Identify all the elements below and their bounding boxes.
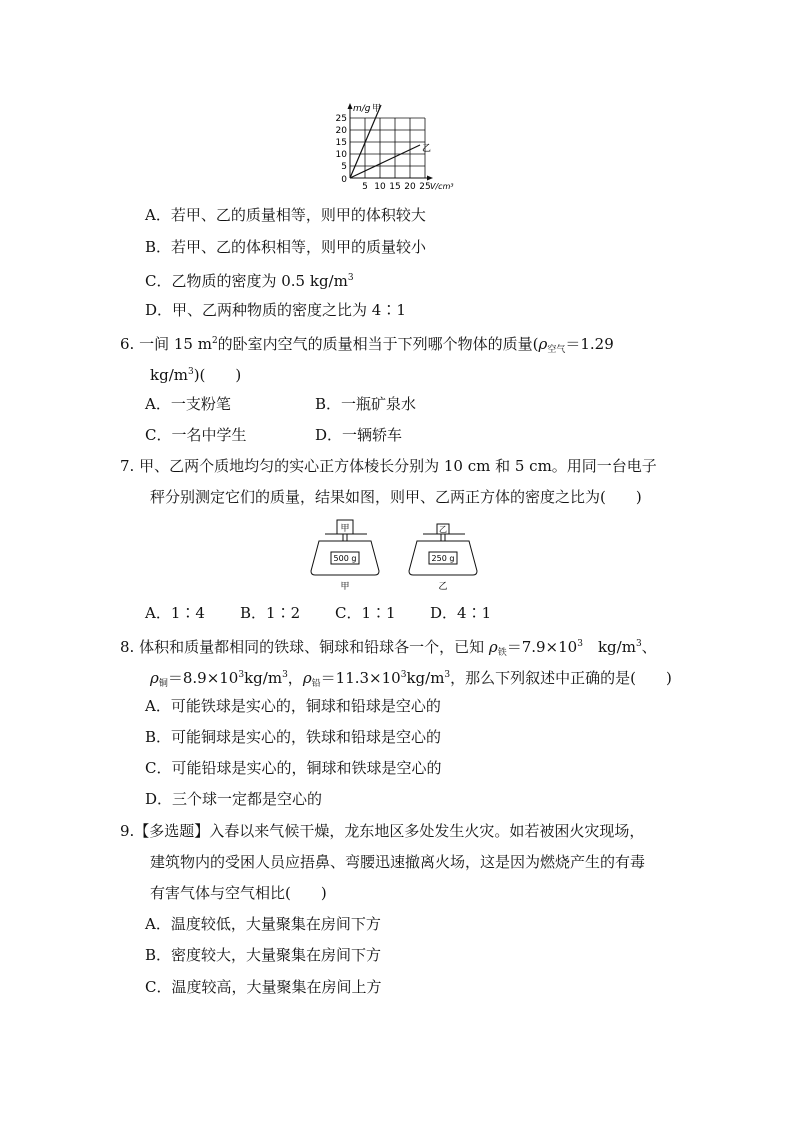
line-jia bbox=[350, 105, 381, 178]
svg-text:乙: 乙 bbox=[438, 582, 448, 592]
y-axis-label: m/g bbox=[353, 104, 371, 114]
reading-yi: 250 g bbox=[431, 554, 455, 563]
line-jia-label: 甲 bbox=[372, 104, 382, 114]
q5-option-b: B．若甲、乙的体积相等，则甲的质量较小 bbox=[145, 238, 427, 256]
q7-option-a: A．1∶4 bbox=[145, 604, 205, 622]
svg-text:10: 10 bbox=[374, 182, 386, 192]
q5-option-d: D．甲、乙两种物质的密度之比为 4∶1 bbox=[145, 301, 406, 319]
q6-stem-line1: 6. 一间 15 $m^2$的卧室内空气的质量相当于下列哪个物体的质量($\rho_{空气}=1.29$ bbox=[120, 335, 614, 355]
q7-option-c: C．1∶1 bbox=[335, 604, 396, 622]
svg-text:25: 25 bbox=[335, 114, 347, 124]
q8-option-b: B．可能铜球是实心的，铁球和铅球是空心的 bbox=[145, 728, 442, 746]
q7-option-d: D．4∶1 bbox=[430, 604, 492, 622]
q9-option-c: C．温度较高，大量聚集在房间上方 bbox=[145, 978, 382, 996]
svg-text:15: 15 bbox=[335, 138, 347, 148]
svg-text:0: 0 bbox=[341, 175, 347, 185]
q8-option-a: A．可能铁球是实心的，铜球和铅球是空心的 bbox=[145, 697, 441, 715]
q6-option-d: D．一辆轿车 bbox=[315, 426, 403, 444]
electronic-scales-figure bbox=[305, 515, 500, 593]
q5-option-c: C．乙物质的密度为 0.5 $kg/m^3$ bbox=[145, 272, 354, 290]
svg-text:5: 5 bbox=[362, 182, 368, 192]
svg-text:10: 10 bbox=[335, 150, 347, 160]
svg-text:甲: 甲 bbox=[340, 524, 350, 534]
q9-option-a: A．温度较低，大量聚集在房间下方 bbox=[145, 915, 381, 933]
line-yi-label: 乙 bbox=[422, 144, 432, 154]
svg-text:5: 5 bbox=[341, 162, 347, 172]
svg-text:20: 20 bbox=[404, 182, 416, 192]
q7-stem-line1: 7. 甲、乙两个质地均匀的实心正方体棱长分别为 10 cm 和 5 cm。用同一台电子 bbox=[120, 457, 657, 475]
q6-option-b: B．一瓶矿泉水 bbox=[315, 395, 417, 413]
svg-text:甲: 甲 bbox=[340, 582, 350, 592]
q8-stem-line1: 8. 体积和质量都相同的铁球、铜球和铅球各一个，已知 $\rho_铁=7.9\times 10^3$ $kg/m^3$、 bbox=[120, 638, 657, 658]
line-yi bbox=[350, 145, 420, 178]
q6-option-a: A．一支粉笔 bbox=[145, 395, 231, 413]
q7-stem-line2: 秤分别测定它们的质量，结果如图，则甲、乙两正方体的密度之比为( ) bbox=[150, 488, 642, 506]
q8-option-d: D．三个球一定都是空心的 bbox=[145, 790, 323, 808]
svg-text:25: 25 bbox=[419, 182, 431, 192]
reading-jia: 500 g bbox=[333, 554, 357, 563]
q6-stem-line2: $kg/m^3$)( ) bbox=[150, 366, 242, 384]
q9-stem-line1: 9.【多选题】入春以来气候干燥，龙东地区多处发生火灾。如若被困火灾现场， bbox=[120, 822, 645, 840]
svg-text:乙: 乙 bbox=[439, 525, 447, 534]
x-axis-label: V/cm³ bbox=[430, 182, 454, 191]
q8-stem-line2: $\rho_铜=8.9\times 10^3kg/m^3$，$\rho_铅=11.3\times 10^3kg/m^3$，那么下列叙述中正确的是( ) bbox=[150, 669, 672, 689]
q6-option-c: C．一名中学生 bbox=[145, 426, 247, 444]
svg-text:20: 20 bbox=[335, 126, 347, 136]
svg-text:15: 15 bbox=[389, 182, 401, 192]
q9-option-b: B．密度较大，大量聚集在房间下方 bbox=[145, 946, 382, 964]
q7-option-b: B．1∶2 bbox=[240, 604, 301, 622]
q9-stem-line2: 建筑物内的受困人员应捂鼻、弯腰迅速撤离火场，这是因为燃烧产生的有毒 bbox=[150, 853, 646, 871]
q5-option-a: A．若甲、乙的质量相等，则甲的体积较大 bbox=[145, 206, 426, 224]
mass-volume-graph bbox=[320, 100, 470, 195]
q9-stem-line3: 有害气体与空气相比( ) bbox=[150, 884, 327, 902]
q8-option-c: C．可能铅球是实心的，铜球和铁球是空心的 bbox=[145, 759, 442, 777]
